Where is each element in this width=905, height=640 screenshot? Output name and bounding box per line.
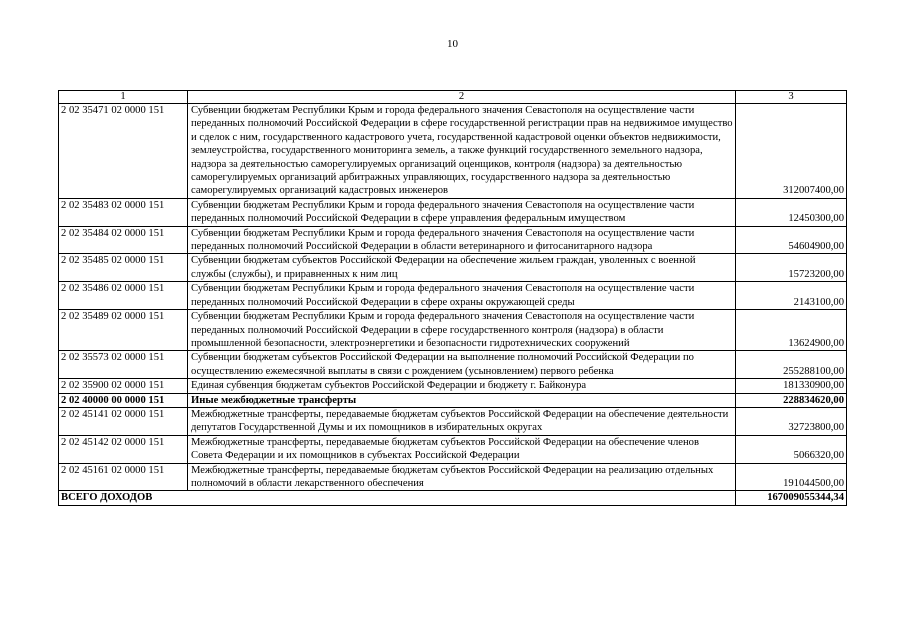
amount-cell: 312007400,00 [736, 104, 847, 199]
amount-cell: 15723200,00 [736, 254, 847, 282]
table-body [59, 104, 847, 491]
table-row [59, 351, 847, 379]
description-cell: Субвенции бюджетам субъектов Российской Федерации на выполнение полномочий Российской Федерации по осуществлению ежемесячной выплаты в связи с рождением (усыновлением) первого ребенка [188, 351, 736, 379]
description-cell: Субвенции бюджетам Республики Крым и города федерального значения Севастополя на осуществление части переданных полномочий Российской Федерации в сфере государственной регистрации прав на недвижимое имущество и сделок с ним, государственного кадастрового учета, государственной кадастровой оценки объектов недвижимости, землеустройства, государственного мониторинга земель, а также функций государственного земельного надзора, надзора за деятельностью саморегулируемых организаций оценщиков, контроля (надзора) за деятельностью саморегулируемых организаций арбитражных управляющих, государственного надзора за деятельностью саморегулируемых организаций кадастровых инженеров [188, 104, 736, 199]
description-cell: Субвенции бюджетам Республики Крым и города федерального значения Севастополя на осуществление части переданных полномочий Российской Федерации в области ветеринарного и фитосанитарного надзора [188, 226, 736, 254]
table-row [59, 393, 847, 407]
budget-code-cell: 2 02 40000 00 0000 151 [59, 393, 188, 407]
amount-cell: 191044500,00 [736, 463, 847, 491]
page-number: 10 [447, 38, 458, 50]
budget-code-cell: 2 02 35573 02 0000 151 [59, 351, 188, 379]
table-row [59, 104, 847, 199]
table-row [59, 463, 847, 491]
amount-cell: 228834620,00 [736, 393, 847, 407]
total-row [59, 491, 847, 505]
amount-cell: 255288100,00 [736, 351, 847, 379]
description-cell: Субвенции бюджетам Республики Крым и города федерального значения Севастополя на осуществление части переданных полномочий Российской Федерации в сфере государственного контроля (надзора) в области промышленной безопасности, электроэнергетики и безопасности гидротехнических сооружений [188, 310, 736, 351]
budget-code-cell: 2 02 35900 02 0000 151 [59, 379, 188, 393]
budget-code-cell: 2 02 45141 02 0000 151 [59, 407, 188, 435]
budget-code-cell: 2 02 35489 02 0000 151 [59, 310, 188, 351]
description-cell: Межбюджетные трансферты, передаваемые бюджетам субъектов Российской Федерации на обеспечение деятельности депутатов Государственной Думы и их помощников в избирательных округах [188, 407, 736, 435]
table-row [59, 310, 847, 351]
header-row [59, 91, 847, 104]
amount-cell: 13624900,00 [736, 310, 847, 351]
description-cell: Межбюджетные трансферты, передаваемые бюджетам субъектов Российской Федерации на реализацию отдельных полномочий в области лекарственного обеспечения [188, 463, 736, 491]
amount-cell: 181330900,00 [736, 379, 847, 393]
table-row [59, 379, 847, 393]
description-cell: Субвенции бюджетам Республики Крым и города федерального значения Севастополя на осуществление части переданных полномочий Российской Федерации в сфере охраны окружающей среды [188, 282, 736, 310]
column-header-code: 1 [59, 91, 188, 104]
table-row [59, 407, 847, 435]
total-label: ВСЕГО ДОХОДОВ [59, 491, 736, 505]
table-row [59, 226, 847, 254]
budget-code-cell: 2 02 35471 02 0000 151 [59, 104, 188, 199]
table-row [59, 198, 847, 226]
description-cell: Единая субвенция бюджетам субъектов Российской Федерации и бюджету г. Байконура [188, 379, 736, 393]
description-cell: Субвенции бюджетам субъектов Российской Федерации на обеспечение жильем граждан, уволенных с военной службы (службы), и приравненных к ним лиц [188, 254, 736, 282]
column-header-amount: 3 [736, 91, 847, 104]
amount-cell: 2143100,00 [736, 282, 847, 310]
amount-cell: 32723800,00 [736, 407, 847, 435]
description-cell: Иные межбюджетные трансферты [188, 393, 736, 407]
amount-cell: 5066320,00 [736, 435, 847, 463]
description-cell: Межбюджетные трансферты, передаваемые бюджетам субъектов Российской Федерации на обеспечение членов Совета Федерации и их помощников в субъектах Российской Федерации [188, 435, 736, 463]
table-row [59, 254, 847, 282]
amount-cell: 54604900,00 [736, 226, 847, 254]
table-row [59, 435, 847, 463]
column-header-description: 2 [188, 91, 736, 104]
budget-code-cell: 2 02 45142 02 0000 151 [59, 435, 188, 463]
budget-code-cell: 2 02 45161 02 0000 151 [59, 463, 188, 491]
revenue-table [58, 90, 847, 506]
amount-cell: 12450300,00 [736, 198, 847, 226]
budget-code-cell: 2 02 35485 02 0000 151 [59, 254, 188, 282]
total-amount: 167009055344,34 [736, 491, 847, 505]
budget-code-cell: 2 02 35486 02 0000 151 [59, 282, 188, 310]
budget-code-cell: 2 02 35484 02 0000 151 [59, 226, 188, 254]
budget-code-cell: 2 02 35483 02 0000 151 [59, 198, 188, 226]
table-row [59, 282, 847, 310]
description-cell: Субвенции бюджетам Республики Крым и города федерального значения Севастополя на осуществление части переданных полномочий Российской Федерации в сфере управления федеральным имуществом [188, 198, 736, 226]
